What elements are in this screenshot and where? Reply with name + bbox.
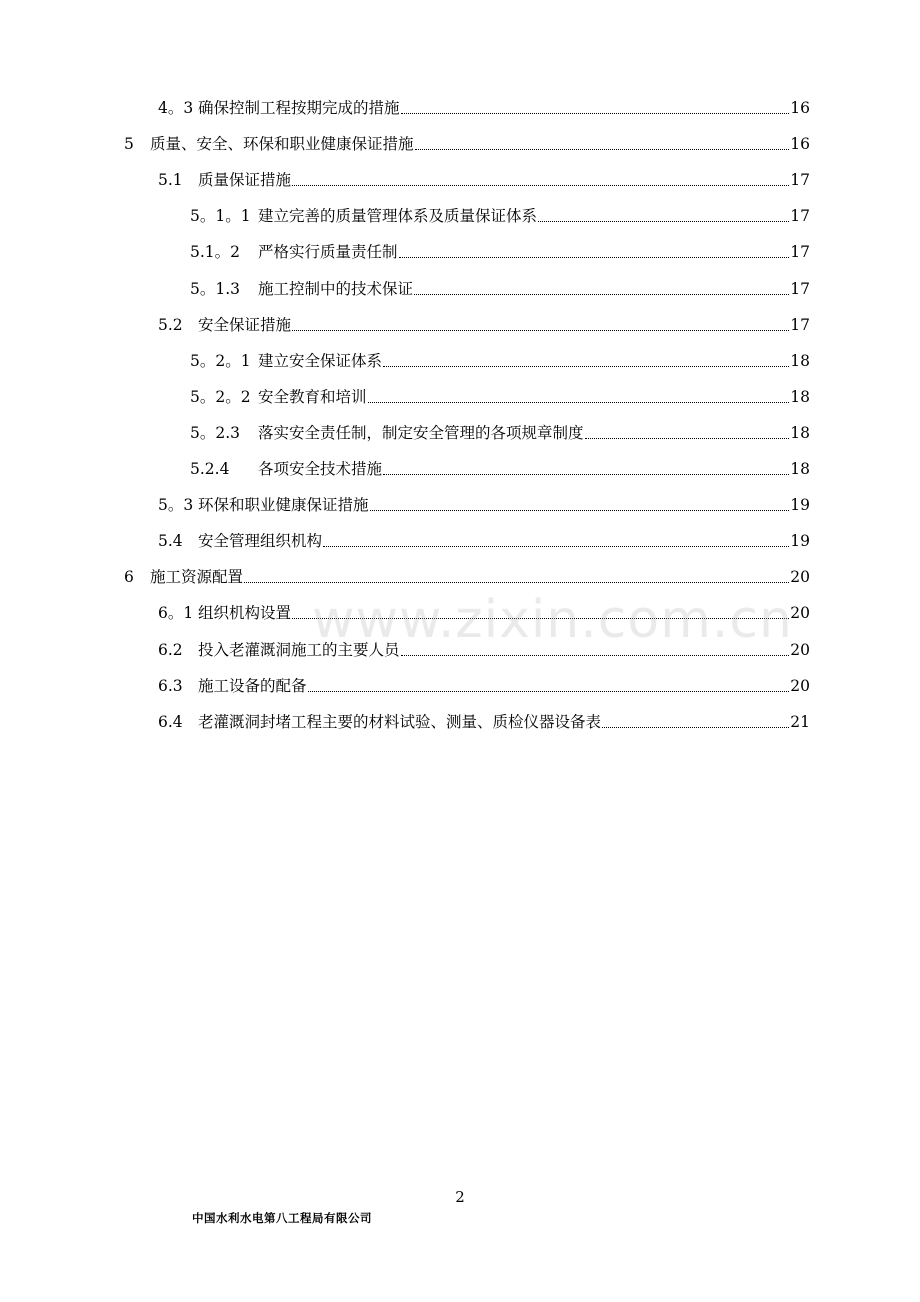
toc-entry-title: 投入老灌溉洞施工的主要人员 [198, 640, 400, 659]
toc-entry[interactable] [190, 383, 810, 411]
watermark: www.zixin.com.cn [312, 590, 793, 650]
toc-entry-number: 4。3 [158, 99, 194, 117]
toc-dot-leader [401, 94, 790, 122]
toc-entry-number: 6.3 [158, 676, 183, 695]
toc-dot-leader [292, 166, 789, 194]
toc-entry-title: 老灌溉洞封堵工程主要的材料试验、测量、质检仪器设备表 [198, 712, 602, 731]
toc-entry-page: 19 [790, 532, 810, 551]
toc-dot-leader [292, 311, 789, 339]
toc-entry-number: 5。1.3 [190, 279, 241, 298]
toc-entry[interactable] [190, 455, 810, 483]
toc-entry[interactable] [124, 130, 810, 158]
toc-entry-page: 17 [790, 279, 810, 298]
toc-entry[interactable] [158, 311, 810, 339]
toc-dot-leader [415, 130, 790, 158]
toc-entry-number: 5.2.4 [190, 460, 230, 478]
toc-dot-leader [323, 527, 789, 555]
toc-dot-leader [383, 455, 789, 483]
toc-entry-page: 17 [790, 315, 810, 334]
toc-entry-page: 20 [790, 640, 810, 659]
toc-entry-number: 5。2。2 [190, 387, 251, 406]
toc-dot-leader [244, 563, 789, 591]
toc-entry-page: 21 [790, 712, 810, 731]
toc-entry-number: 6。1 [158, 604, 194, 623]
toc-entry-title: 施工资源配置 [150, 568, 244, 587]
toc-entry-title: 建立完善的质量管理体系及质量保证体系 [258, 207, 538, 226]
toc-entry-page: 16 [790, 99, 810, 117]
toc-entry[interactable] [124, 563, 810, 591]
toc-entry[interactable] [190, 275, 810, 303]
toc-dot-leader [399, 238, 790, 266]
toc-entry-title: 安全保证措施 [198, 315, 292, 334]
toc-entry[interactable] [158, 491, 810, 519]
toc-entry-number: 5。2。1 [190, 351, 251, 370]
toc-entry-page: 20 [790, 604, 810, 623]
toc-entry[interactable] [158, 527, 810, 555]
toc-entry-number: 5.1 [158, 171, 183, 190]
toc-entry-page: 17 [790, 171, 810, 190]
footer-organization: 中国水利水电第八工程局有限公司 [192, 1211, 372, 1225]
toc-dot-leader [308, 672, 790, 700]
toc-entry[interactable] [190, 419, 810, 447]
toc-entry-title: 安全管理组织机构 [198, 532, 323, 551]
toc-entry-number: 5。1。1 [190, 207, 251, 226]
toc-entry[interactable] [158, 672, 810, 700]
toc-entry-number: 5.2 [158, 315, 183, 334]
toc-entry-title: 施工设备的配备 [198, 676, 307, 695]
toc-entry-title: 各项安全技术措施 [258, 460, 383, 478]
toc-dot-leader [370, 491, 790, 519]
toc-entry[interactable] [158, 166, 810, 194]
toc-dot-leader [585, 419, 790, 447]
toc-entry-title: 施工控制中的技术保证 [258, 279, 414, 298]
toc-entry[interactable] [190, 202, 810, 230]
toc-entry-title: 严格实行质量责任制 [258, 243, 398, 262]
toc-entry-page: 19 [790, 496, 810, 515]
toc-entry-page: 17 [790, 243, 810, 262]
toc-dot-leader [368, 383, 790, 411]
toc-entry-title: 落实安全责任制，制定安全管理的各项规章制度 [258, 423, 584, 442]
toc-entry-number: 5.4 [158, 532, 183, 551]
toc-entry-number: 5.1。2 [190, 243, 241, 262]
toc-entry-page: 16 [790, 135, 810, 154]
toc-entry-number: 6.2 [158, 640, 183, 659]
toc-entry[interactable] [158, 708, 810, 736]
toc-dot-leader [414, 275, 789, 303]
page-number: 2 [455, 1188, 465, 1206]
toc-entry-page: 18 [790, 423, 810, 442]
toc-dot-leader [602, 708, 789, 736]
toc-dot-leader [538, 202, 789, 230]
toc-entry-number: 5。2.3 [190, 423, 241, 442]
toc-entry-number: 5。3 [158, 496, 194, 515]
toc-entry-page: 18 [790, 351, 810, 370]
toc-entry-title: 质量、安全、环保和职业健康保证措施 [150, 135, 414, 154]
toc-entry-number: 6.4 [158, 712, 183, 731]
toc-entry[interactable] [190, 238, 810, 266]
toc-entry-page: 18 [790, 460, 810, 478]
toc-entry[interactable] [190, 347, 810, 375]
toc-entry-title: 组织机构设置 [198, 604, 292, 623]
toc-entry[interactable] [158, 94, 810, 122]
toc-entry-page: 17 [790, 207, 810, 226]
toc-entry-number: 6 [124, 568, 134, 587]
toc-entry-title: 建立安全保证体系 [258, 351, 383, 370]
toc-dot-leader [383, 347, 789, 375]
toc-entry-title: 质量保证措施 [198, 171, 292, 190]
toc-entry-title: 确保控制工程按期完成的措施 [198, 99, 400, 117]
toc-entry-title: 安全教育和培训 [258, 387, 367, 406]
toc-entry-title: 环保和职业健康保证措施 [198, 496, 369, 515]
toc-entry-page: 20 [790, 568, 810, 587]
toc-entry-page: 20 [790, 676, 810, 695]
toc-entry-number: 5 [124, 135, 134, 154]
toc-entry-page: 18 [790, 387, 810, 406]
